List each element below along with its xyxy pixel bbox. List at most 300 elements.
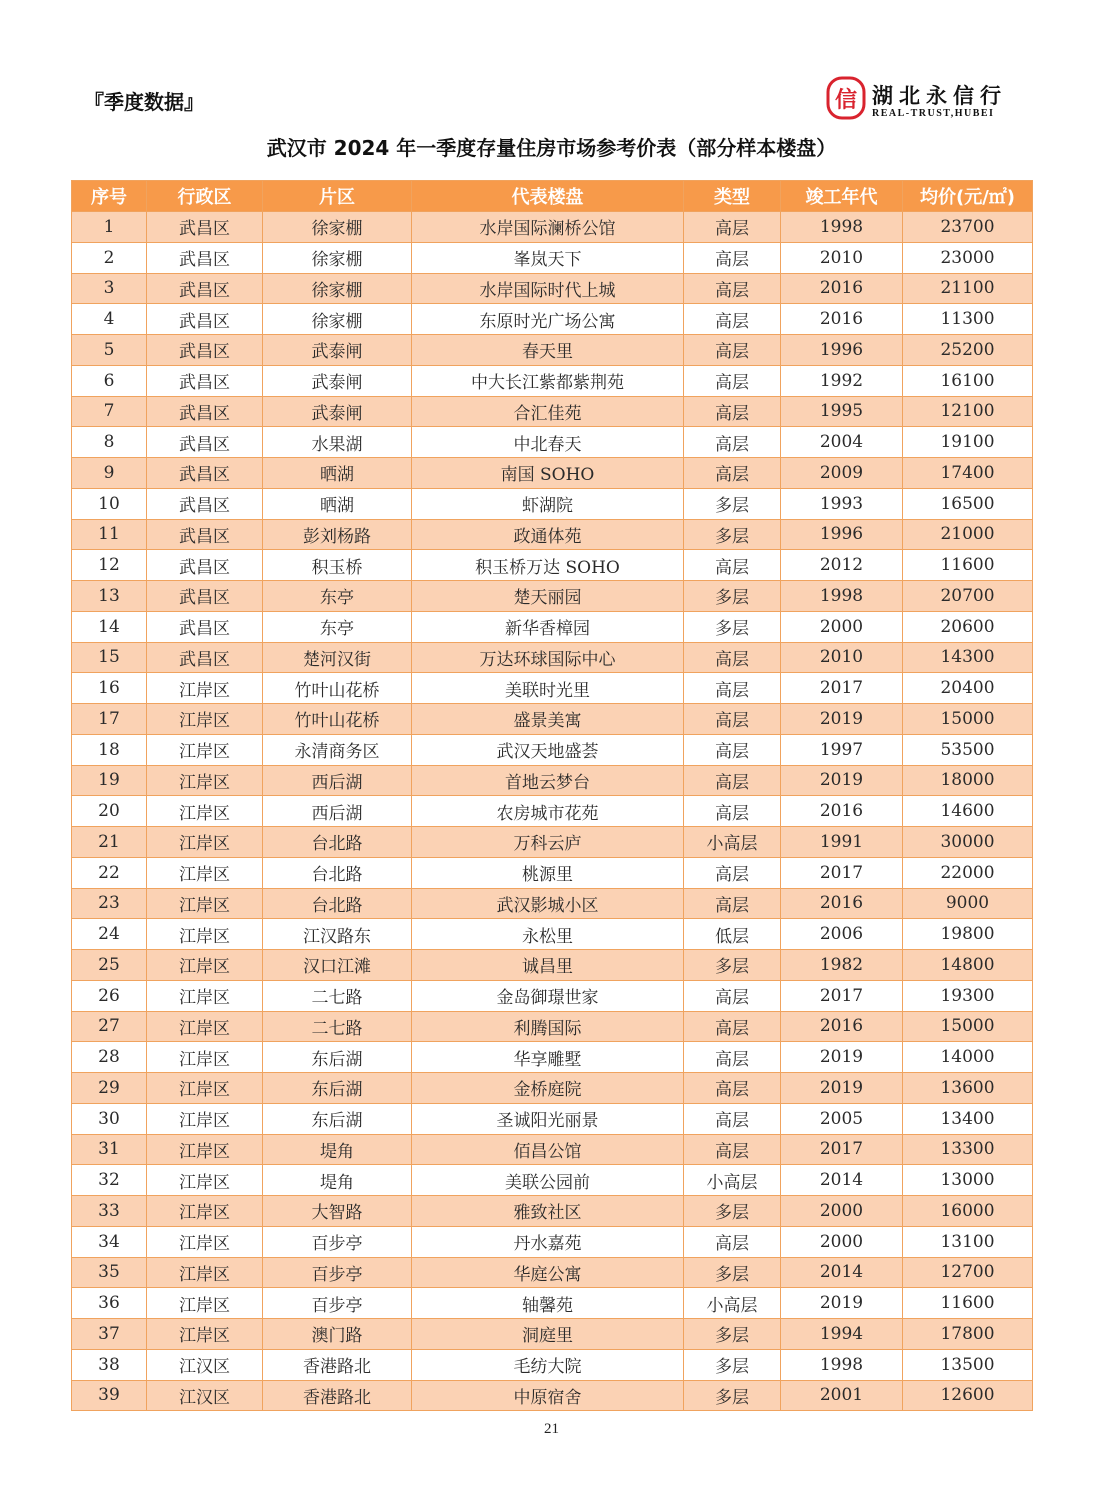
table-cell: 2019	[781, 765, 903, 796]
table-cell: 2014	[781, 1165, 903, 1196]
table-cell: 首地云梦台	[412, 765, 684, 796]
table-cell: 1996	[781, 335, 903, 366]
table-cell: 1994	[781, 1319, 903, 1350]
column-header: 片区	[263, 181, 412, 212]
table-cell: 25200	[903, 335, 1033, 366]
table-cell: 5	[72, 335, 147, 366]
table-cell: 堤角	[263, 1134, 412, 1165]
table-row	[72, 611, 1033, 642]
table-cell: 多层	[684, 1319, 781, 1350]
table-cell: 2016	[781, 304, 903, 335]
table-row	[72, 1349, 1033, 1380]
table-cell: 1993	[781, 488, 903, 519]
table-cell: 高层	[684, 1073, 781, 1104]
table-cell: 江岸区	[147, 1288, 263, 1319]
table-cell: 2004	[781, 427, 903, 458]
table-cell: 21100	[903, 273, 1033, 304]
table-cell: 雅致社区	[412, 1196, 684, 1227]
table-cell: 12600	[903, 1380, 1033, 1411]
table-row	[72, 1196, 1033, 1227]
table-cell: 江岸区	[147, 1073, 263, 1104]
table-cell: 东原时光广场公寓	[412, 304, 684, 335]
table-row	[72, 1288, 1033, 1319]
table-cell: 中原宿舍	[412, 1380, 684, 1411]
table-cell: 17400	[903, 458, 1033, 489]
table-cell: 32	[72, 1165, 147, 1196]
table-cell: 9000	[903, 888, 1033, 919]
table-cell: 高层	[684, 796, 781, 827]
table-cell: 12	[72, 550, 147, 581]
table-cell: 11	[72, 519, 147, 550]
table-cell: 万达环球国际中心	[412, 642, 684, 673]
table-cell: 台北路	[263, 888, 412, 919]
table-cell: 高层	[684, 704, 781, 735]
table-cell: 36	[72, 1288, 147, 1319]
table-cell: 14	[72, 611, 147, 642]
table-cell: 徐家棚	[263, 304, 412, 335]
table-cell: 东亭	[263, 611, 412, 642]
table-cell: 武汉影城小区	[412, 888, 684, 919]
table-cell: 江岸区	[147, 1196, 263, 1227]
table-cell: 1998	[781, 212, 903, 243]
table-cell: 2017	[781, 1134, 903, 1165]
table-cell: 武昌区	[147, 611, 263, 642]
table-cell: 18	[72, 734, 147, 765]
table-cell: 西后湖	[263, 796, 412, 827]
table-cell: 江汉路东	[263, 919, 412, 950]
table-row	[72, 642, 1033, 673]
table-row	[72, 1042, 1033, 1073]
table-cell: 江岸区	[147, 827, 263, 858]
table-cell: 武昌区	[147, 242, 263, 273]
table-title: 武汉市 2024 年一季度存量住房市场参考价表（部分样本楼盘）	[266, 136, 837, 160]
table-row	[72, 919, 1033, 950]
table-cell: 积玉桥	[263, 550, 412, 581]
table-cell: 中北春天	[412, 427, 684, 458]
table-cell: 江岸区	[147, 950, 263, 981]
table-row	[72, 704, 1033, 735]
table-cell: 江岸区	[147, 888, 263, 919]
table-cell: 竹叶山花桥	[263, 673, 412, 704]
table-cell: 江岸区	[147, 919, 263, 950]
table-row	[72, 888, 1033, 919]
table-cell: 多层	[684, 611, 781, 642]
table-cell: 1995	[781, 396, 903, 427]
table-cell: 23000	[903, 242, 1033, 273]
table-cell: 2000	[781, 1226, 903, 1257]
table-cell: 19100	[903, 427, 1033, 458]
logo-mark-icon	[826, 76, 866, 120]
table-cell: 香港路北	[263, 1380, 412, 1411]
table-cell: 2019	[781, 1288, 903, 1319]
table-cell: 16	[72, 673, 147, 704]
table-cell: 20600	[903, 611, 1033, 642]
table-cell: 汉口江滩	[263, 950, 412, 981]
page-number: 21	[544, 1421, 559, 1437]
table-cell: 高层	[684, 396, 781, 427]
table-cell: 15	[72, 642, 147, 673]
table-cell: 高层	[684, 273, 781, 304]
table-header-row	[72, 181, 1033, 212]
table-cell: 21000	[903, 519, 1033, 550]
table-cell: 水岸国际时代上城	[412, 273, 684, 304]
table-cell: 江岸区	[147, 1103, 263, 1134]
table-cell: 高层	[684, 427, 781, 458]
table-cell: 水果湖	[263, 427, 412, 458]
table-cell: 百步亭	[263, 1288, 412, 1319]
table-cell: 徐家棚	[263, 242, 412, 273]
table-cell: 多层	[684, 1257, 781, 1288]
table-cell: 江岸区	[147, 857, 263, 888]
table-cell: 江岸区	[147, 1319, 263, 1350]
table-cell: 武昌区	[147, 273, 263, 304]
table-cell: 江岸区	[147, 1257, 263, 1288]
logo-name-cn: 湖北永信行	[872, 84, 1007, 108]
table-cell: 水岸国际澜桥公馆	[412, 212, 684, 243]
table-cell: 20400	[903, 673, 1033, 704]
table-cell: 高层	[684, 642, 781, 673]
table-cell: 10	[72, 488, 147, 519]
table-row	[72, 304, 1033, 335]
table-cell: 14600	[903, 796, 1033, 827]
table-cell: 28	[72, 1042, 147, 1073]
table-cell: 14000	[903, 1042, 1033, 1073]
table-cell: 南国 SOHO	[412, 458, 684, 489]
table-cell: 4	[72, 304, 147, 335]
table-cell: 19	[72, 765, 147, 796]
table-cell: 2017	[781, 980, 903, 1011]
table-cell: 21	[72, 827, 147, 858]
column-header: 行政区	[147, 181, 263, 212]
table-cell: 39	[72, 1380, 147, 1411]
table-cell: 多层	[684, 581, 781, 612]
table-cell: 2006	[781, 919, 903, 950]
table-cell: 合汇佳苑	[412, 396, 684, 427]
table-cell: 2016	[781, 1011, 903, 1042]
table-cell: 江岸区	[147, 704, 263, 735]
table-cell: 高层	[684, 857, 781, 888]
table-cell: 百步亭	[263, 1257, 412, 1288]
table-cell: 20700	[903, 581, 1033, 612]
column-header: 代表楼盘	[412, 181, 684, 212]
table-cell: 20	[72, 796, 147, 827]
table-cell: 13400	[903, 1103, 1033, 1134]
table-cell: 1996	[781, 519, 903, 550]
table-cell: 高层	[684, 242, 781, 273]
table-cell: 武昌区	[147, 427, 263, 458]
table-cell: 华享雕墅	[412, 1042, 684, 1073]
table-cell: 江岸区	[147, 1165, 263, 1196]
table-cell: 14800	[903, 950, 1033, 981]
table-cell: 7	[72, 396, 147, 427]
table-row	[72, 1134, 1033, 1165]
table-cell: 26	[72, 980, 147, 1011]
table-row	[72, 796, 1033, 827]
table-cell: 1991	[781, 827, 903, 858]
table-cell: 江岸区	[147, 1042, 263, 1073]
table-cell: 政通体苑	[412, 519, 684, 550]
table-cell: 新华香樟园	[412, 611, 684, 642]
table-cell: 高层	[684, 1042, 781, 1073]
table-cell: 二七路	[263, 1011, 412, 1042]
table-cell: 峯岚天下	[412, 242, 684, 273]
column-header: 竣工年代	[781, 181, 903, 212]
table-cell: 多层	[684, 1349, 781, 1380]
table-cell: 武泰闸	[263, 335, 412, 366]
table-cell: 江岸区	[147, 1134, 263, 1165]
table-row	[72, 581, 1033, 612]
table-cell: 澳门路	[263, 1319, 412, 1350]
table-cell: 晒湖	[263, 488, 412, 519]
table-cell: 2010	[781, 242, 903, 273]
table-row	[72, 1073, 1033, 1104]
table-cell: 武泰闸	[263, 396, 412, 427]
table-cell: 9	[72, 458, 147, 489]
table-cell: 2001	[781, 1380, 903, 1411]
table-row	[72, 1011, 1033, 1042]
table-cell: 29	[72, 1073, 147, 1104]
table-cell: 38	[72, 1349, 147, 1380]
table-cell: 19300	[903, 980, 1033, 1011]
table-cell: 毛纺大院	[412, 1349, 684, 1380]
table-cell: 彭刘杨路	[263, 519, 412, 550]
table-cell: 江岸区	[147, 673, 263, 704]
table-row	[72, 365, 1033, 396]
table-cell: 35	[72, 1257, 147, 1288]
table-cell: 2012	[781, 550, 903, 581]
table-cell: 6	[72, 365, 147, 396]
logo-mark-text: 信	[834, 88, 858, 113]
table-cell: 高层	[684, 673, 781, 704]
table-cell: 高层	[684, 1103, 781, 1134]
table-cell: 高层	[684, 365, 781, 396]
table-cell: 高层	[684, 550, 781, 581]
table-row	[72, 212, 1033, 243]
table-cell: 武昌区	[147, 365, 263, 396]
table-cell: 春天里	[412, 335, 684, 366]
table-cell: 美联公园前	[412, 1165, 684, 1196]
table-row	[72, 857, 1033, 888]
table-cell: 江岸区	[147, 765, 263, 796]
table-row	[72, 1380, 1033, 1411]
table-cell: 33	[72, 1196, 147, 1227]
company-logo	[826, 76, 1036, 122]
table-cell: 万科云庐	[412, 827, 684, 858]
table-cell: 中大长江紫都紫荆苑	[412, 365, 684, 396]
table-cell: 武昌区	[147, 642, 263, 673]
table-row	[72, 519, 1033, 550]
table-cell: 楚河汉街	[263, 642, 412, 673]
column-header: 类型	[684, 181, 781, 212]
table-cell: 2000	[781, 1196, 903, 1227]
table-cell: 2009	[781, 458, 903, 489]
table-cell: 武昌区	[147, 212, 263, 243]
table-cell: 高层	[684, 1011, 781, 1042]
table-row	[72, 673, 1033, 704]
table-cell: 1998	[781, 1349, 903, 1380]
table-cell: 圣诚阳光丽景	[412, 1103, 684, 1134]
table-cell: 永松里	[412, 919, 684, 950]
table-cell: 18000	[903, 765, 1033, 796]
table-cell: 1992	[781, 365, 903, 396]
column-header: 均价(元/㎡)	[903, 181, 1033, 212]
table-cell: 楚天丽园	[412, 581, 684, 612]
table-cell: 34	[72, 1226, 147, 1257]
table-cell: 2019	[781, 704, 903, 735]
table-cell: 武昌区	[147, 519, 263, 550]
table-cell: 2017	[781, 857, 903, 888]
table-cell: 武昌区	[147, 581, 263, 612]
table-cell: 30000	[903, 827, 1033, 858]
table-cell: 13300	[903, 1134, 1033, 1165]
table-cell: 金桥庭院	[412, 1073, 684, 1104]
table-cell: 多层	[684, 1380, 781, 1411]
table-cell: 高层	[684, 458, 781, 489]
table-cell: 2016	[781, 888, 903, 919]
table-cell: 金岛御璟世家	[412, 980, 684, 1011]
table-cell: 25	[72, 950, 147, 981]
table-cell: 高层	[684, 335, 781, 366]
table-cell: 小高层	[684, 1288, 781, 1319]
table-cell: 13500	[903, 1349, 1033, 1380]
table-row	[72, 950, 1033, 981]
table-cell: 16100	[903, 365, 1033, 396]
table-cell: 2010	[781, 642, 903, 673]
table-cell: 16000	[903, 1196, 1033, 1227]
table-cell: 江岸区	[147, 1011, 263, 1042]
table-cell: 诚昌里	[412, 950, 684, 981]
table-cell: 23700	[903, 212, 1033, 243]
table-cell: 农房城市花苑	[412, 796, 684, 827]
table-row	[72, 1103, 1033, 1134]
table-cell: 武昌区	[147, 550, 263, 581]
table-cell: 30	[72, 1103, 147, 1134]
table-cell: 华庭公寓	[412, 1257, 684, 1288]
table-row	[72, 335, 1033, 366]
price-table	[71, 180, 1033, 1411]
table-cell: 东后湖	[263, 1103, 412, 1134]
table-cell: 13	[72, 581, 147, 612]
table-cell: 22000	[903, 857, 1033, 888]
table-cell: 徐家棚	[263, 212, 412, 243]
table-body	[72, 212, 1033, 1411]
table-cell: 轴馨苑	[412, 1288, 684, 1319]
table-cell: 13000	[903, 1165, 1033, 1196]
table-cell: 多层	[684, 1196, 781, 1227]
table-cell: 东后湖	[263, 1042, 412, 1073]
table-cell: 二七路	[263, 980, 412, 1011]
table-cell: 江岸区	[147, 980, 263, 1011]
table-row	[72, 488, 1033, 519]
table-row	[72, 1165, 1033, 1196]
table-cell: 11600	[903, 550, 1033, 581]
table-cell: 西后湖	[263, 765, 412, 796]
section-tag: 『季度数据』	[84, 90, 204, 114]
table-row	[72, 765, 1033, 796]
table-cell: 2016	[781, 796, 903, 827]
table-cell: 11300	[903, 304, 1033, 335]
table-cell: 15000	[903, 704, 1033, 735]
table-row	[72, 827, 1033, 858]
table-cell: 多层	[684, 488, 781, 519]
table-cell: 武汉天地盛荟	[412, 734, 684, 765]
table-cell: 1998	[781, 581, 903, 612]
table-cell: 利腾国际	[412, 1011, 684, 1042]
table-row	[72, 1226, 1033, 1257]
table-row	[72, 427, 1033, 458]
table-cell: 台北路	[263, 857, 412, 888]
table-cell: 武昌区	[147, 488, 263, 519]
table-cell: 武昌区	[147, 458, 263, 489]
table-cell: 24	[72, 919, 147, 950]
table-cell: 高层	[684, 980, 781, 1011]
table-cell: 丹水嘉苑	[412, 1226, 684, 1257]
table-cell: 2005	[781, 1103, 903, 1134]
table-cell: 盛景美寓	[412, 704, 684, 735]
table-cell: 竹叶山花桥	[263, 704, 412, 735]
table-cell: 1	[72, 212, 147, 243]
table-cell: 2	[72, 242, 147, 273]
table-cell: 23	[72, 888, 147, 919]
table-cell: 小高层	[684, 1165, 781, 1196]
table-row	[72, 242, 1033, 273]
table-cell: 22	[72, 857, 147, 888]
table-cell: 洞庭里	[412, 1319, 684, 1350]
table-cell: 8	[72, 427, 147, 458]
table-cell: 江岸区	[147, 1226, 263, 1257]
table-cell: 2000	[781, 611, 903, 642]
table-cell: 徐家棚	[263, 273, 412, 304]
table-cell: 15000	[903, 1011, 1033, 1042]
table-cell: 2016	[781, 273, 903, 304]
table-cell: 东亭	[263, 581, 412, 612]
table-cell: 武昌区	[147, 396, 263, 427]
table-cell: 2017	[781, 673, 903, 704]
table-cell: 武泰闸	[263, 365, 412, 396]
table-cell: 12100	[903, 396, 1033, 427]
table-cell: 2019	[781, 1042, 903, 1073]
table-cell: 高层	[684, 304, 781, 335]
table-cell: 3	[72, 273, 147, 304]
table-cell: 高层	[684, 734, 781, 765]
table-cell: 14300	[903, 642, 1033, 673]
table-cell: 12700	[903, 1257, 1033, 1288]
table-row	[72, 734, 1033, 765]
table-cell: 11600	[903, 1288, 1033, 1319]
table-cell: 高层	[684, 765, 781, 796]
table-cell: 1982	[781, 950, 903, 981]
table-cell: 虾湖院	[412, 488, 684, 519]
table-cell: 17	[72, 704, 147, 735]
column-header: 序号	[72, 181, 147, 212]
table-cell: 江汉区	[147, 1380, 263, 1411]
table-cell: 16500	[903, 488, 1033, 519]
table-row	[72, 396, 1033, 427]
table-row	[72, 273, 1033, 304]
table-cell: 17800	[903, 1319, 1033, 1350]
table-cell: 香港路北	[263, 1349, 412, 1380]
table-cell: 多层	[684, 950, 781, 981]
table-cell: 13100	[903, 1226, 1033, 1257]
table-cell: 堤角	[263, 1165, 412, 1196]
table-cell: 19800	[903, 919, 1033, 950]
table-cell: 佰昌公馆	[412, 1134, 684, 1165]
table-cell: 27	[72, 1011, 147, 1042]
table-cell: 百步亭	[263, 1226, 412, 1257]
table-cell: 美联时光里	[412, 673, 684, 704]
table-cell: 多层	[684, 519, 781, 550]
table-cell: 大智路	[263, 1196, 412, 1227]
